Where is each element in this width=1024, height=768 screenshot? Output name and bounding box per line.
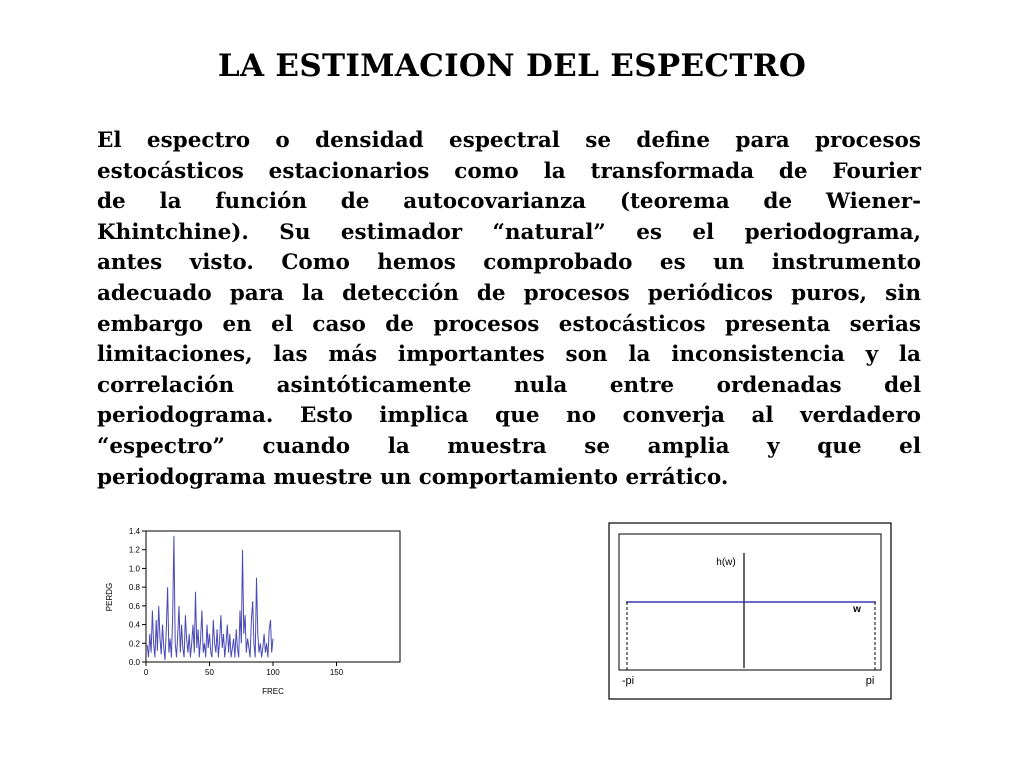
y-tick-label: 0.0 [128, 658, 140, 667]
series-label-w: w [853, 604, 861, 615]
y-tick-label: 0.4 [128, 620, 140, 630]
paragraph-line: El espectro o densidad espectral se define para procesos [97, 128, 921, 153]
paragraph-line: correlación asintóticamente nula entre ordenadas del [97, 372, 921, 398]
y-tick-label: 1.2 [128, 545, 140, 555]
y-axis-label: PERDG [105, 582, 114, 612]
x-tick-label: 0 [143, 668, 149, 677]
x-tick-neg-pi: -pi [621, 675, 635, 687]
y-tick-label: 1.0 [128, 564, 140, 574]
periodogram-chart [96, 520, 416, 709]
outer-frame [609, 523, 891, 699]
x-tick-label: 150 [329, 668, 344, 677]
y-axis-ticks [129, 527, 146, 667]
paragraph-line: Khintchine). Su estimador “natural” es el periodograma, [97, 219, 921, 245]
spectrum-svg [608, 520, 894, 702]
y-tick-label: 1.4 [128, 527, 140, 536]
y-tick-label: 0.6 [128, 601, 140, 611]
x-tick-label: 50 [205, 668, 214, 677]
paragraph-line: de la función de autocovarianza (teorema de Wiener- [97, 189, 921, 215]
paragraph-line-last: periodograma muestre un comportamiento errático. [97, 464, 729, 490]
body-paragraph [97, 126, 921, 493]
spectrum-diagram [608, 520, 894, 706]
paragraph-line: antes visto. Como hemos comprobado es un instrumento [97, 250, 921, 276]
paragraph-line: estocásticos estacionarios como la transformada de Fourier [97, 158, 921, 184]
axis-label-hw: h(w) [716, 557, 736, 568]
y-tick-label: 0.8 [128, 583, 140, 593]
y-tick-label: 0.2 [128, 639, 140, 649]
paragraph-line: embargo en el caso de procesos estocásticos presenta serias [97, 311, 921, 337]
paragraph-line: periodograma. Esto implica que no converja al verdadero [97, 403, 921, 429]
paragraph-line: limitaciones, las más importantes son la inconsistencia y la [97, 342, 921, 368]
x-tick-label: 100 [266, 668, 280, 677]
paragraph-line: “espectro” cuando la muestra se amplia y que el [97, 433, 921, 459]
x-tick-pi: pi [865, 675, 875, 687]
x-axis-ticks [144, 662, 344, 677]
paragraph-line: adecuado para la detección de procesos periódicos puros, sin [97, 280, 921, 306]
x-axis-label: FREC [262, 687, 284, 696]
periodogram-svg [96, 520, 416, 705]
slide-title: LA ESTIMACION DEL ESPECTRO [217, 48, 807, 84]
